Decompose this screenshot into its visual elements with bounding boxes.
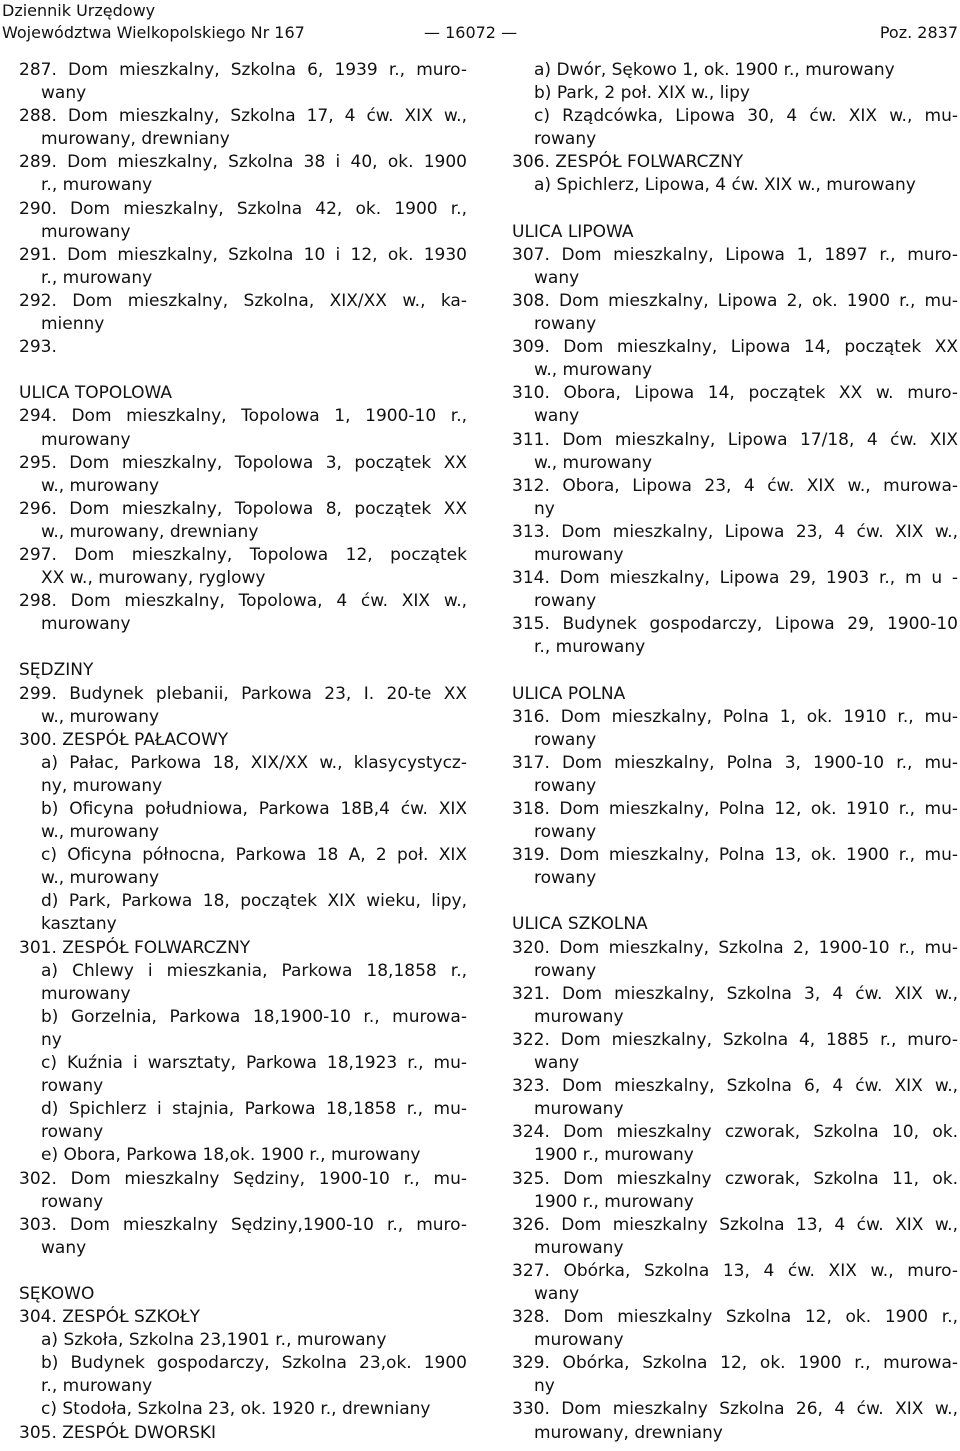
text-line: 319. Dom mieszkalny, Polna 13, ok. 1900 r., mu- <box>512 845 958 866</box>
text-line: rowany <box>534 729 597 750</box>
text-line: r., murowany <box>41 1376 153 1397</box>
text-line: 296. Dom mieszkalny, Topolowa 8, początek XX <box>19 498 467 519</box>
text-line: 311. Dom mieszkalny, Lipowa 17/18, 4 ćw. XIX <box>512 429 958 450</box>
text-line: wany <box>534 406 580 427</box>
text-line: kasztany <box>41 914 117 935</box>
text-line: 323. Dom mieszkalny, Szkolna 6, 4 ćw. XIX w., <box>512 1076 958 1097</box>
text-line: 301. ZESPÓŁ FOLWARCZNY <box>19 937 251 958</box>
text-line: XX w., murowany, ryglowy <box>41 568 266 589</box>
text-line: a) Szkoła, Szkolna 23,1901 r., murowany <box>41 1330 387 1351</box>
position-number: Poz. 2837 <box>879 23 958 42</box>
text-line: 317. Dom mieszkalny, Polna 3, 1900-10 r., mu- <box>512 752 958 773</box>
text-line: w., murowany, drewniany <box>41 521 259 542</box>
publication-title-block <box>2 0 305 44</box>
text-line: rowany <box>534 129 597 150</box>
section-spacer <box>512 890 958 913</box>
text-line: 291. Dom mieszkalny, Szkolna 10 i 12, ok. 1930 <box>19 244 467 265</box>
text-line: wany <box>534 1053 580 1074</box>
text-line: c) Oficyna północna, Parkowa 18 A, 2 poł. XIX <box>41 845 467 866</box>
page-number: — 16072 — <box>424 23 518 42</box>
text-line: rowany <box>41 1191 104 1212</box>
text-line: 314. Dom mieszkalny, Lipowa 29, 1903 r., m u - <box>512 568 958 589</box>
text-line: 330. Dom mieszkalny Szkolna 26, 4 ćw. XIX w., <box>512 1399 958 1420</box>
text-line: 293. <box>19 337 57 358</box>
text-line: 288. Dom mieszkalny, Szkolna 17, 4 ćw. XIX w., <box>19 106 467 127</box>
text-line: e) Obora, Parkowa 18,ok. 1900 r., murowany <box>41 1145 421 1166</box>
text-line: a) Dwór, Sękowo 1, ok. 1900 r., murowany <box>534 60 895 80</box>
section-spacer <box>512 659 958 682</box>
section-heading: ULICA SZKOLNA <box>512 914 648 935</box>
text-line: 324. Dom mieszkalny czworak, Szkolna 10, ok. <box>512 1122 958 1143</box>
text-line: 289. Dom mieszkalny, Szkolna 38 i 40, ok. 1900 <box>19 152 467 173</box>
text-line: mienny <box>41 314 105 335</box>
text-line: 290. Dom mieszkalny, Szkolna 42, ok. 1900 r., <box>19 198 467 219</box>
text-line: wany <box>534 267 580 288</box>
text-line: 320. Dom mieszkalny, Szkolna 2, 1900-10 r., mu- <box>512 937 958 958</box>
text-line: a) Spichlerz, Lipowa, 4 ćw. XIX w., murowany <box>534 175 916 196</box>
text-line: 326. Dom mieszkalny Szkolna 13, 4 ćw. XIX w., <box>512 1214 958 1235</box>
section-heading: ULICA LIPOWA <box>512 221 634 242</box>
text-line: 304. ZESPÓŁ SZKOŁY <box>19 1307 200 1328</box>
text-line: d) Park, Parkowa 18, początek XIX wieku, lipy, <box>41 891 467 912</box>
text-line: 1900 r., murowany <box>534 1191 694 1212</box>
text-line: w., murowany <box>41 822 160 843</box>
text-line: b) Budynek gospodarczy, Szkolna 23,ok. 1900 <box>41 1353 467 1374</box>
text-line: rowany <box>41 1076 104 1097</box>
text-line: c) Stodoła, Szkolna 23, ok. 1920 r., drewniany <box>41 1399 431 1420</box>
text-line: 309. Dom mieszkalny, Lipowa 14, początek XX <box>512 337 958 358</box>
text-line: wany <box>534 1283 580 1304</box>
section-spacer <box>19 636 467 659</box>
section-heading: SĘDZINY <box>19 660 94 681</box>
text-line: 322. Dom mieszkalny, Szkolna 4, 1885 r., muro- <box>512 1029 958 1050</box>
text-line: c) Kuźnia i warsztaty, Parkowa 18,1923 r., mu- <box>41 1053 467 1074</box>
text-line: ny <box>41 1029 62 1050</box>
text-line: wany <box>41 1237 87 1258</box>
text-line: murowany <box>534 1006 624 1027</box>
text-line: 300. ZESPÓŁ PAŁACOWY <box>19 729 229 750</box>
text-line: 312. Obora, Lipowa 23, 4 ćw. XIX w., murowa- <box>512 475 958 496</box>
text-line: 294. Dom mieszkalny, Topolowa 1, 1900-10 r., <box>19 406 467 427</box>
text-line: murowany, drewniany <box>41 129 230 150</box>
text-line: 1900 r., murowany <box>534 1145 694 1166</box>
section-spacer <box>512 198 958 221</box>
text-line: 306. ZESPÓŁ FOLWARCZNY <box>512 152 744 173</box>
text-line: 297. Dom mieszkalny, Topolowa 12, początek <box>19 544 467 565</box>
text-line: murowany <box>534 1237 624 1258</box>
text-line: r., murowany <box>534 637 646 658</box>
text-line: 328. Dom mieszkalny Szkolna 12, ok. 1900 r., <box>512 1307 958 1328</box>
text-line: 316. Dom mieszkalny, Polna 1, ok. 1910 r., mu- <box>512 706 958 727</box>
text-line: a) Pałac, Parkowa 18, XIX/XX w., klasycystycz- <box>41 752 467 773</box>
section-spacer <box>19 359 467 382</box>
text-line: 329. Obórka, Szkolna 12, ok. 1900 r., murowa- <box>512 1353 958 1374</box>
text-line: c) Rządcówka, Lipowa 30, 4 ćw. XIX w., mu- <box>534 106 958 127</box>
text-line: w., murowany <box>41 706 160 727</box>
text-line: rowany <box>534 775 597 796</box>
text-line: 310. Obora, Lipowa 14, początek XX w. muro- <box>512 383 958 404</box>
text-line: 321. Dom mieszkalny, Szkolna 3, 4 ćw. XIX w., <box>512 983 958 1004</box>
text-line: r., murowany <box>41 267 153 288</box>
text-line: a) Chlewy i mieszkania, Parkowa 18,1858 r., <box>41 960 467 981</box>
text-line: 305. ZESPÓŁ DWORSKI <box>19 1422 217 1443</box>
text-line: murowany <box>41 614 131 635</box>
text-line: 308. Dom mieszkalny, Lipowa 2, ok. 1900 r., mu- <box>512 290 958 311</box>
section-heading: ULICA TOPOLOWA <box>19 383 172 404</box>
text-line: murowany <box>534 1330 624 1351</box>
text-line: 298. Dom mieszkalny, Topolowa, 4 ćw. XIX w., <box>19 591 467 612</box>
text-line: wany <box>41 83 87 104</box>
right-column <box>512 59 958 1445</box>
text-line: murowany <box>41 429 131 450</box>
text-line: murowany, drewniany <box>534 1422 723 1443</box>
text-line: b) Park, 2 poł. XIX w., lipy <box>534 83 750 104</box>
text-line: 325. Dom mieszkalny czworak, Szkolna 11, ok. <box>512 1168 958 1189</box>
text-line: 327. Obórka, Szkolna 13, 4 ćw. XIX w., muro- <box>512 1260 958 1281</box>
text-line: murowany <box>41 983 131 1004</box>
text-line: rowany <box>534 822 597 843</box>
text-line: rowany <box>41 1122 104 1143</box>
issue-label: Województwa Wielkopolskiego Nr 167 <box>2 23 305 42</box>
text-line: w., murowany <box>41 475 160 496</box>
text-line: 295. Dom mieszkalny, Topolowa 3, początek XX <box>19 452 467 473</box>
section-heading: SĘKOWO <box>19 1283 95 1304</box>
text-line: 287. Dom mieszkalny, Szkolna 6, 1939 r., muro- <box>19 60 467 80</box>
text-line: rowany <box>534 960 597 981</box>
section-spacer <box>19 1260 467 1283</box>
left-column <box>19 59 467 1445</box>
text-line: 303. Dom mieszkalny Sędziny,1900-10 r., muro- <box>19 1214 467 1235</box>
text-line: 307. Dom mieszkalny, Lipowa 1, 1897 r., muro- <box>512 244 958 265</box>
text-line: 292. Dom mieszkalny, Szkolna, XIX/XX w., ka- <box>19 290 467 311</box>
text-line: murowany <box>534 544 624 565</box>
text-line: d) Spichlerz i stajnia, Parkowa 18,1858 r., mu- <box>41 1099 467 1120</box>
text-line: ny, murowany <box>41 775 163 796</box>
text-line: w., murowany <box>534 452 653 473</box>
text-line: rowany <box>534 314 597 335</box>
text-line: rowany <box>534 868 597 889</box>
text-line: 299. Budynek plebanii, Parkowa 23, I. 20-te XX <box>19 683 467 704</box>
text-line: 318. Dom mieszkalny, Polna 12, ok. 1910 r., mu- <box>512 799 958 819</box>
publication-name: Dziennik Urzędowy <box>2 1 156 20</box>
text-line: 315. Budynek gospodarczy, Lipowa 29, 1900-10 <box>512 614 958 635</box>
text-line: ny <box>534 1376 555 1397</box>
text-line: b) Gorzelnia, Parkowa 18,1900-10 r., murowa- <box>41 1006 467 1027</box>
text-line: b) Oficyna południowa, Parkowa 18B,4 ćw. XIX <box>41 799 467 819</box>
page-header <box>0 0 960 46</box>
text-line: 313. Dom mieszkalny, Lipowa 23, 4 ćw. XIX w., <box>512 521 958 542</box>
text-line: 302. Dom mieszkalny Sędziny, 1900-10 r., mu- <box>19 1168 467 1189</box>
text-line: rowany <box>534 591 597 612</box>
text-line: ny <box>534 498 555 519</box>
text-line: murowany <box>41 221 131 242</box>
text-line: r., murowany <box>41 175 153 196</box>
section-heading: ULICA POLNA <box>512 683 626 704</box>
text-line: w., murowany <box>41 868 160 889</box>
text-line: w., murowany <box>534 360 653 381</box>
text-line: murowany <box>534 1099 624 1120</box>
